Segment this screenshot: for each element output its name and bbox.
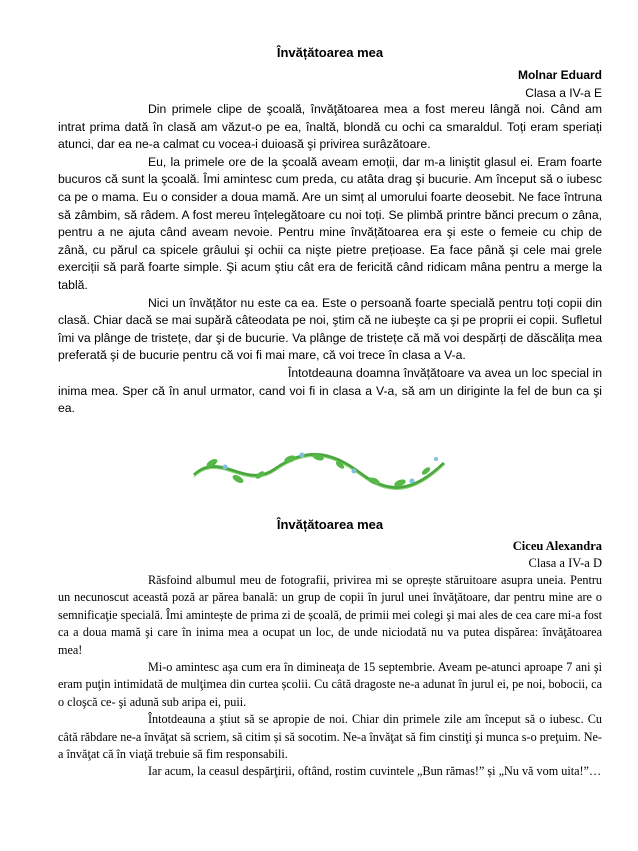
essay-1-paragraph-4: Întotdeauna doamna învățătoare va avea un loc special in inima mea. Sper că în anul urmator, cand voi fi in clasa a V-a, să am un diriginte la fel de bun ca şi ea. [58, 365, 602, 416]
essay-1-paragraph-2: Eu, la primele ore de la şcoală aveam emoții, dar m-a liniştit glasul ei. Eram foarte bucuros că sunt la şcoală. Îmi amintesc cum preda, cu atâta drag şi bucurie. Am început să o iubesc ca pe o mama. Eu o consider a doua mamă. Are un simț al umorului foarte deosebit. Ne face întruna să zâmbim, să râdem. A fost mereu înțelegătoare cu noi toți. Se plimbă printre bănci precum o zâna, pentru a ne ajuta când aveam nevoie. Pentru mine învățătoarea era şi este o femeie cu chip de zână, cu părul ca spicele grâului şi ochii ca nişte pietre prețioase. Ea face până şi cele mai grele exerciții să pară foarte simple. Şi acum ştiu cât era de fericită când ridicam mâna pentru a merge la tablă. [58, 154, 602, 292]
essay-2-title: Învățătoarea mea [276, 517, 384, 532]
essay-2-class: Clasa a IV-a D [528, 556, 602, 570]
essay-2-paragraph-2: Mi-o amintesc aşa cum era în dimineaţa de 15 septembrie. Aveam pe-atunci aproape 7 ani şi eram puţin intimidată de mulţimea din curtea școlii. Cu câtă dragoste ne-a adunat în jurul ei, pe noi, bobocii, ca o cloşcă ce- şi adună sub aripa ei, puii. [58, 660, 602, 709]
essay-2-paragraph-1: Răsfoind albumul meu de fotografii, privirea mi se oprește stăruitoare asupra uneia. Pentru un necunoscut această poză ar părea banală: un grup de copii în jurul unei învăţătoare, dar pentru mine are o semnificaţie specială. Îmi amintește de prima zi de școală, de primii mei colegi şi mai ales de cea care mi-a fost ca a doua mamă şi care în inima mea a ocupat un loc, de unde niciodată nu va putea dispărea: învăţătoarea mea! [58, 573, 602, 657]
vine-divider-icon [190, 445, 448, 495]
essay-1-title: Învățătoarea mea [276, 45, 384, 60]
essay-1-paragraph-3: Nici un învățător nu este ca ea. Este o persoană foarte specială pentru toți copii din clasă. Chiar dacă se mai supără câteodata pe noi, ştim că ne iubeşte ca şi pe proprii ei copii. Sufletul îmi va plânge de tristețe, dar şi de bucurie. Va plânge de tristețe că mă voi despărți de dăscălița mea preferată şi de bucurie pentru că voi fi mai mare, că voi trece în clasa a V-a. [58, 295, 602, 363]
essay-2-paragraph-3: Întotdeauna a ştiut să se apropie de noi. Chiar din primele zile am început să o iubesc. Cu câtă răbdare ne-a învăţat să scriem, să citim și să socotim. Ne-a învăţat să fim cinstiţi şi munca s-o preţuim. Ne-a învăţat că în viaţă trebuie să fim responsabili. [58, 712, 602, 762]
essay-2-author: Ciceu Alexandra [512, 539, 602, 553]
essay-1-paragraph-1: Din primele clipe de şcoală, învăţătoarea mea a fost mereu lângă noi. Când am intrat prima dată în clasă am văzut-o pe ea, înaltă, blondă cu ochi ca smaraldul. Toți eram speriați atunci, dar ea ne-a calmat cu vocea-i duioasă şi privirea surâzătoare. [58, 102, 602, 152]
essay-2-body [58, 572, 602, 781]
essay-1-author: Molnar Eduard [517, 68, 602, 82]
essay-2-paragraph-4: Iar acum, la ceasul despărţirii, oftând, rostim cuvintele „Bun rămas!” și „Nu vă vom uita!”… [148, 764, 602, 779]
essay-1-class: Clasa a IV-a E [525, 86, 602, 100]
essay-1-body [58, 101, 602, 418]
